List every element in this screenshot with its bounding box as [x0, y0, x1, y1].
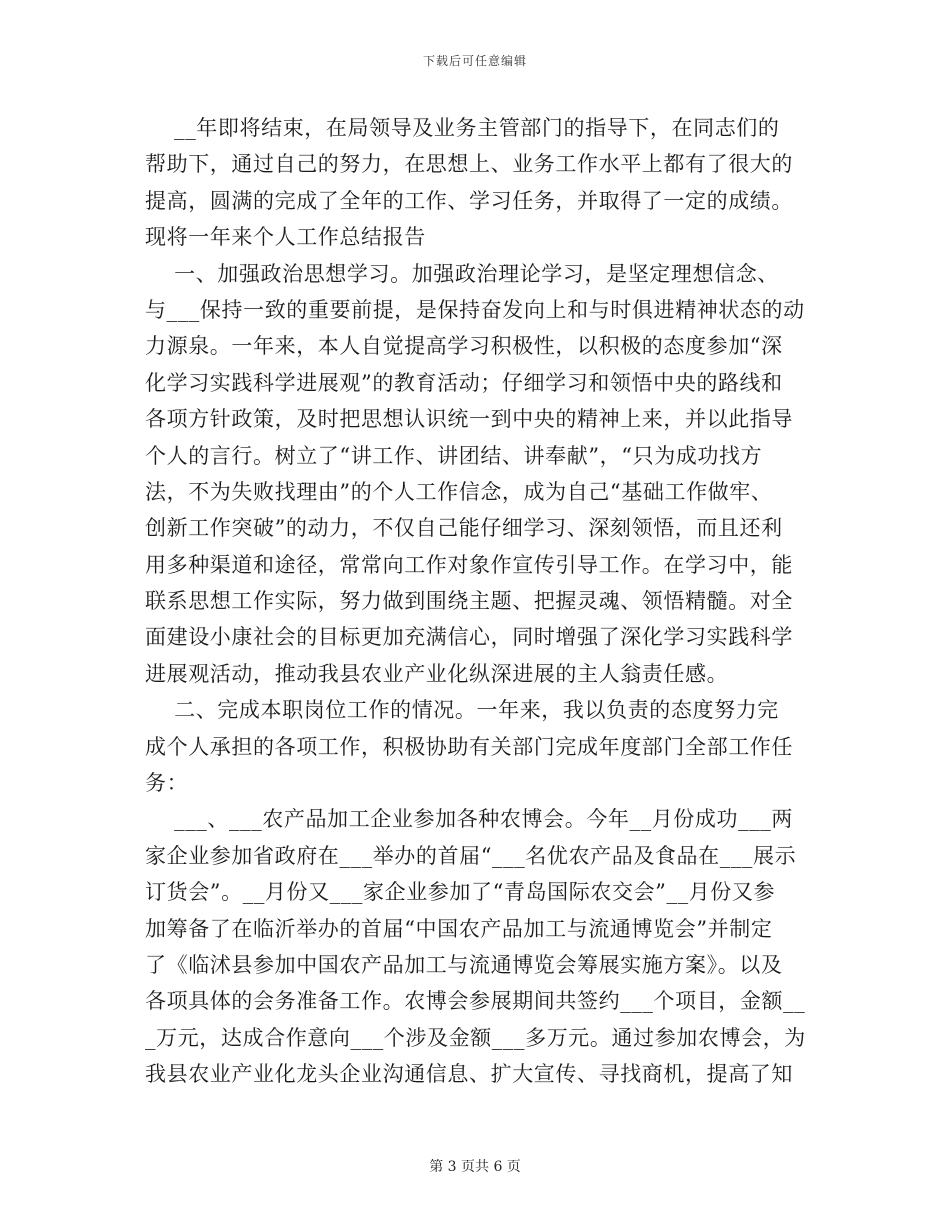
- page-footer: 第 3 页共 6 页: [429, 1159, 521, 1175]
- text-line: 各项具体的会务准备工作。农博会参展期间共签约___个项目，金额__: [145, 989, 806, 1014]
- text-line: __年即将结束，在局领导及业务主管部门的指导下，在同志们的: [145, 116, 780, 140]
- page-header: 下载后可任意编辑: [422, 54, 527, 68]
- text-line: 进展观活动，推动我县农业产业化纵深进展的主人翁责任感。: [145, 661, 729, 686]
- document-body: [145, 110, 805, 1093]
- text-line: 一、加强政治思想学习。加强政治理论学习，是坚定理想信念、: [145, 261, 779, 286]
- text-line: 成个人承担的各项工作，积极协助有关部门完成年度部门全部工作任: [145, 734, 793, 759]
- text-line: 创新工作突破”的动力，不仅自己能仔细学习、深刻领悟，而且还利: [145, 516, 783, 541]
- text-line: 我县农业产业化龙头企业沟通信息、扩大宣传、寻找商机，提高了知: [145, 1062, 793, 1087]
- text-line: 各项方针政策，及时把思想认识统一到中央的精神上来，并以此指导: [145, 407, 793, 432]
- text-line: 务：: [145, 771, 189, 796]
- text-line: 与___保持一致的重要前提，是保持奋发向上和与时俱进精神状态的动: [145, 297, 805, 322]
- text-line: 订货会”。__月份又___家企业参加了“青岛国际农交会”__月份又参: [145, 880, 776, 905]
- text-line: ___、___农产品加工企业参加各种农博会。今年__月份成功___两: [145, 807, 793, 832]
- text-line: 现将一年来个人工作总结报告: [145, 225, 426, 250]
- text-line: 用多种渠道和途径，常常向工作对象作宣传引导工作。在学习中，能: [145, 552, 793, 577]
- text-line: 联系思想工作实际，努力做到围绕主题、把握灵魂、领悟精髓。对全: [145, 589, 793, 614]
- text-line: _万元，达成合作意向___个涉及金额___多万元。通过参加农博会，为: [145, 1025, 806, 1050]
- text-line: 帮助下，通过自己的努力，在思想上、业务工作水平上都有了很大的: [145, 152, 793, 177]
- text-line: 了《临沭县参加中国农产品加工与流通博览会筹展实施方案》。以及: [145, 952, 783, 977]
- text-line: 面建设小康社会的目标更加充满信心，同时增强了深化学习实践科学: [145, 625, 793, 650]
- text-line: 家企业参加省政府在___举办的首届“___名优农产品及食品在___展示: [145, 843, 797, 868]
- text-line: 力源泉。一年来，本人自觉提高学习积极性，以积极的态度参加“深: [145, 334, 783, 359]
- text-line: 化学习实践科学进展观”的教育活动；仔细学习和领悟中央的路线和: [145, 370, 783, 395]
- text-line: 个人的言行。树立了“讲工作、讲团结、讲奉献”，“只为成功找方: [145, 443, 763, 468]
- text-line: 提高，圆满的完成了全年的工作、学习任务，并取得了一定的成绩。: [145, 188, 793, 213]
- text-line: 法，不为失败找理由”的个人工作信念，成为自己“基础工作做牢、: [145, 479, 773, 504]
- text-line: 二、完成本职岗位工作的情况。一年来，我以负责的态度努力完: [145, 698, 779, 723]
- text-line: 加筹备了在临沂举办的首届“中国农产品加工与流通博览会”并制定: [145, 916, 773, 941]
